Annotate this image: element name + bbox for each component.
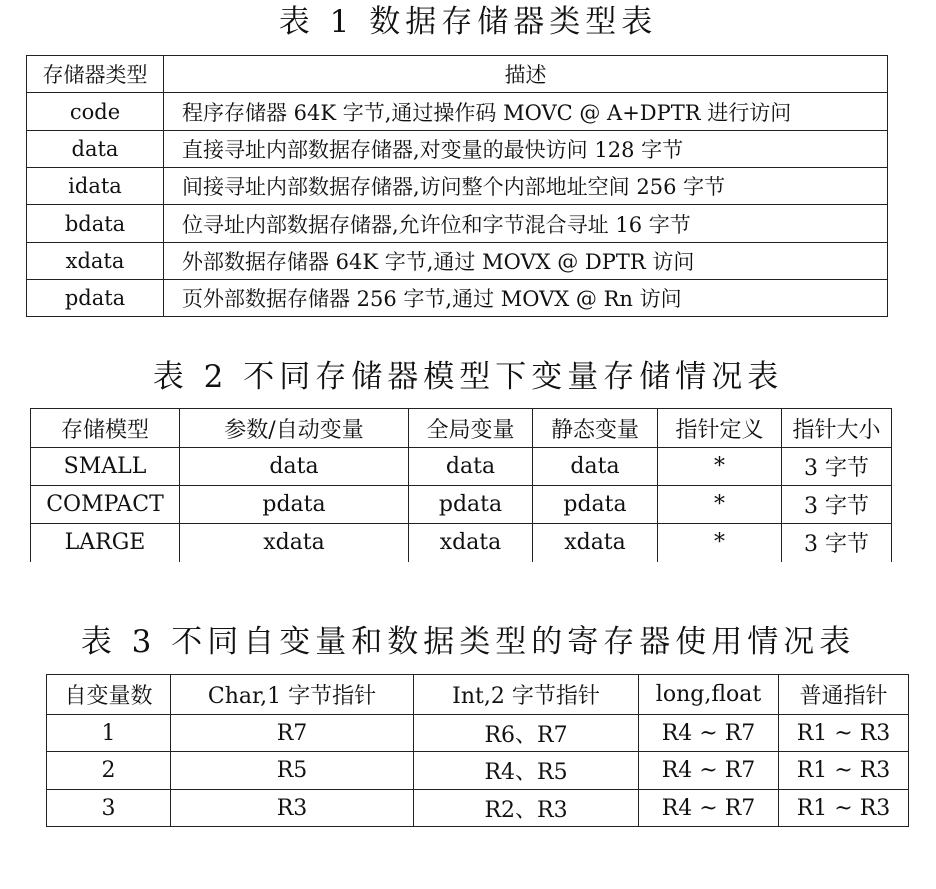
table1-cell-description: 直接寻址内部数据存储器,对变量的最快访问 128 字节 [164, 131, 888, 168]
table-row [31, 448, 892, 486]
table2-cell: xdata [180, 524, 409, 562]
table3-cell: R6、R7 [414, 715, 639, 752]
table1-cell-type: pdata [27, 280, 164, 317]
table2-cell: COMPACT [31, 486, 180, 524]
table2-cell: LARGE [31, 524, 180, 562]
table3-cell: R1 ~ R3 [779, 752, 909, 790]
table1-cell-type: bdata [27, 205, 164, 243]
table2-cell: xdata [409, 524, 533, 562]
table3-header-generic-pointer: 普通指针 [779, 675, 909, 715]
table-row [27, 131, 888, 168]
table2-header-row [31, 409, 892, 448]
table2-cell: data [533, 448, 658, 486]
table3-cell: R5 [171, 752, 414, 790]
table3-header-arg-count: 自变量数 [47, 675, 171, 715]
table2-memory-models [30, 408, 892, 562]
table2-header-model: 存储模型 [31, 409, 180, 448]
table2-cell: pdata [180, 486, 409, 524]
table2-header-static: 静态变量 [533, 409, 658, 448]
table-row [31, 486, 892, 524]
table3-header-int: Int,2 字节指针 [414, 675, 639, 715]
table-row [27, 280, 888, 317]
table2-cell: pdata [409, 486, 533, 524]
table2-cell: SMALL [31, 448, 180, 486]
table1-cell-description: 间接寻址内部数据存储器,访问整个内部地址空间 256 字节 [164, 168, 888, 205]
table2-cell: * [658, 486, 782, 524]
table3-header-row [47, 675, 909, 715]
table1-cell-type: data [27, 131, 164, 168]
table-row [27, 243, 888, 280]
table2-cell: 3 字节 [782, 524, 892, 562]
table3-cell: R4 ~ R7 [639, 715, 779, 752]
table3-cell: R3 [171, 790, 414, 827]
table-row [47, 752, 909, 790]
table-row [31, 524, 892, 562]
table3-header-char: Char,1 字节指针 [171, 675, 414, 715]
table3-register-usage [46, 674, 909, 827]
table1-cell-type: idata [27, 168, 164, 205]
table-row [27, 205, 888, 243]
table2-header-pointer-def: 指针定义 [658, 409, 782, 448]
table1-cell-description: 外部数据存储器 64K 字节,通过 MOVX @ DPTR 访问 [164, 243, 888, 280]
table1-header-row [27, 56, 888, 93]
table3-cell: R4 ~ R7 [639, 790, 779, 827]
table2-header-pointer-size: 指针大小 [782, 409, 892, 448]
table3-cell: R1 ~ R3 [779, 715, 909, 752]
table3-cell: R7 [171, 715, 414, 752]
table3-cell: 1 [47, 715, 171, 752]
table2-caption: 表 2 不同存储器模型下变量存储情况表 [152, 359, 784, 395]
table2-cell: pdata [533, 486, 658, 524]
table-row [27, 93, 888, 131]
table3-header-long-float: long,float [639, 675, 779, 715]
table1-cell-description: 页外部数据存储器 256 字节,通过 MOVX @ Rn 访问 [164, 280, 888, 317]
table1-cell-description: 位寻址内部数据存储器,允许位和字节混合寻址 16 字节 [164, 205, 888, 243]
table2-cell: * [658, 448, 782, 486]
table-row [47, 790, 909, 827]
table1-cell-description: 程序存储器 64K 字节,通过操作码 MOVC @ A+DPTR 进行访问 [164, 93, 888, 131]
table1-caption: 表 1 数据存储器类型表 [278, 4, 658, 40]
table3-cell: R4 ~ R7 [639, 752, 779, 790]
table2-cell: xdata [533, 524, 658, 562]
table-row [27, 168, 888, 205]
table3-cell: 3 [47, 790, 171, 827]
table3-cell: R2、R3 [414, 790, 639, 827]
table2-cell: data [180, 448, 409, 486]
table2-cell: data [409, 448, 533, 486]
table2-cell: 3 字节 [782, 486, 892, 524]
table1-cell-type: code [27, 93, 164, 131]
table2-header-global: 全局变量 [409, 409, 533, 448]
table3-cell: 2 [47, 752, 171, 790]
table3-cell: R1 ~ R3 [779, 790, 909, 827]
table2-cell: 3 字节 [782, 448, 892, 486]
table1-storage-types [26, 55, 888, 317]
table3-caption: 表 3 不同自变量和数据类型的寄存器使用情况表 [80, 624, 856, 660]
table2-header-param-auto: 参数/自动变量 [180, 409, 409, 448]
table1-header-description: 描述 [164, 56, 888, 93]
table1-header-type: 存储器类型 [27, 56, 164, 93]
table-row [47, 715, 909, 752]
table3-cell: R4、R5 [414, 752, 639, 790]
table2-cell: * [658, 524, 782, 562]
table1-cell-type: xdata [27, 243, 164, 280]
